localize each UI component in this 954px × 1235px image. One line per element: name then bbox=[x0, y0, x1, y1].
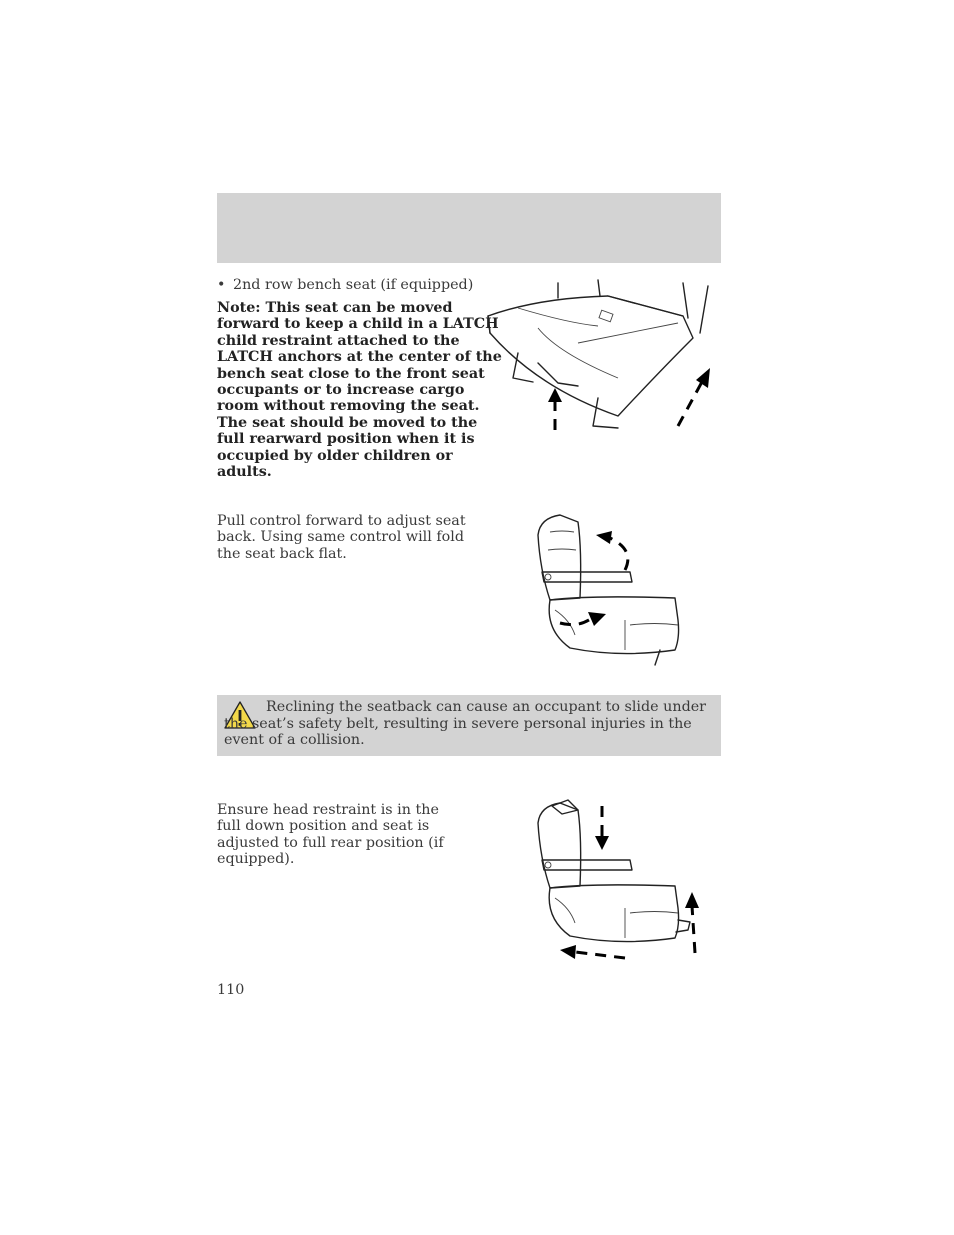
bench-seat-illustration bbox=[478, 278, 718, 438]
page-number: 110 bbox=[217, 982, 245, 998]
bullet-text: 2nd row bench seat (if equipped) bbox=[233, 277, 474, 293]
seat-head-restraint-illustration bbox=[530, 798, 710, 963]
bench-seat-note: Note: This seat can be moved forward to keep a child in a LATCH child restraint attached to the LATCH anchors at the center of the bench seat close to the front seat occupants or to increase cargo room without removing the seat. The seat should be moved to the full rearward position when it is occupied by older children or adults. bbox=[217, 300, 502, 481]
bullet-dot: • bbox=[217, 277, 226, 293]
warning-box bbox=[217, 695, 721, 756]
section-header-band bbox=[217, 193, 721, 263]
warning-text: Reclining the seatback can cause an occupant to slide under the seat’s safety belt, resulting in severe personal injuries in the event of a collision. bbox=[224, 699, 707, 749]
recline-instructions: Pull control forward to adjust seat back. Using same control will fold the seat back flat. bbox=[217, 513, 466, 562]
head-restraint-instructions: Ensure head restraint is in the full down position and seat is adjusted to full rear position (if equipped). bbox=[217, 802, 444, 868]
seat-recline-illustration bbox=[530, 510, 690, 670]
bullet-item bbox=[217, 277, 473, 293]
